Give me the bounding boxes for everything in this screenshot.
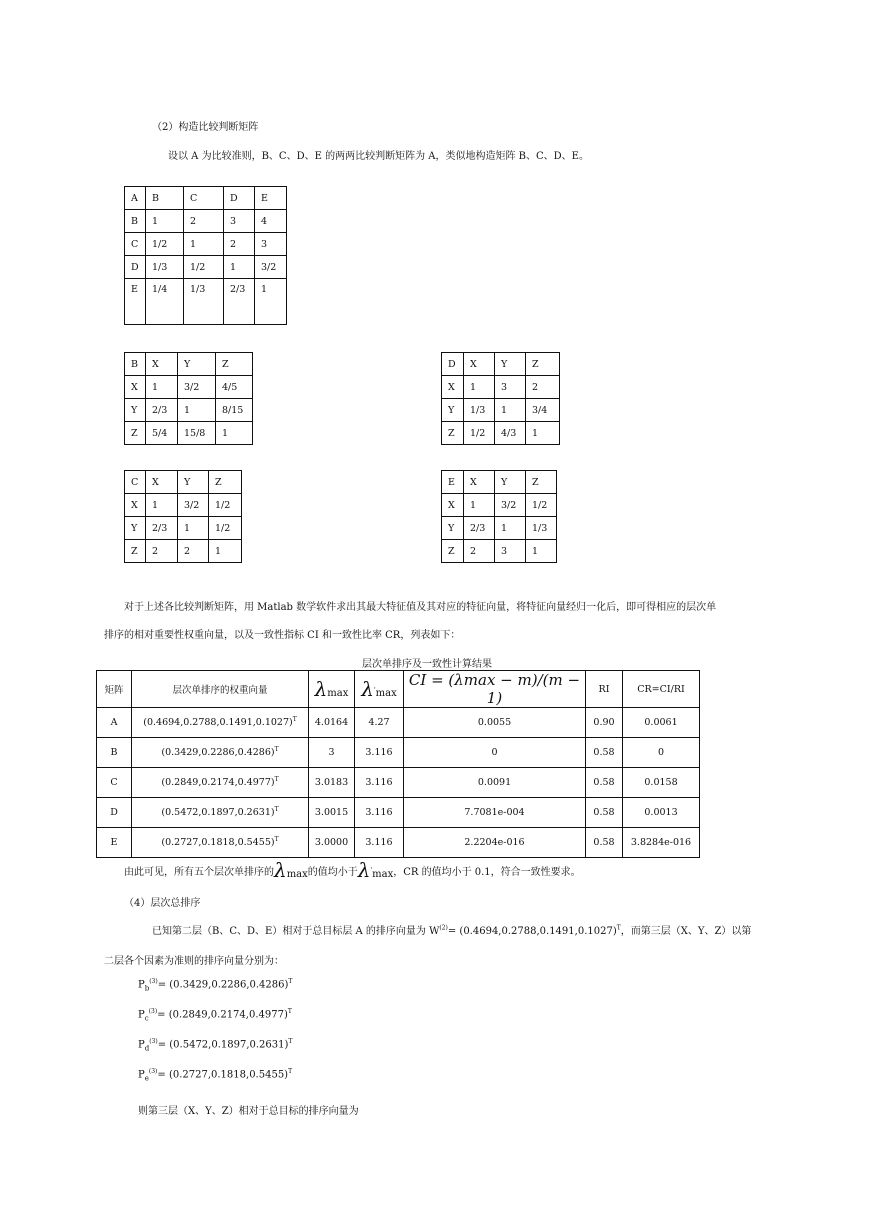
row-cr-value: 0.0061 [644, 717, 678, 728]
row-matrix-value: E [110, 837, 118, 848]
p-value: = (0.3429,0.2286,0.4286) [157, 979, 289, 991]
p-letter: P [138, 979, 145, 991]
row-lambda-max [309, 798, 355, 828]
p-subscript: d [144, 1044, 150, 1053]
w-superscript: (2) [439, 924, 448, 932]
matrix-cell: Y [495, 471, 526, 494]
matrix-b-row [125, 399, 253, 422]
row-matrix [97, 828, 132, 858]
matrix-cell: Z [209, 471, 242, 494]
row-cr [623, 768, 700, 798]
row-ri-value: 0.58 [593, 807, 615, 818]
matrix-cell: X [442, 494, 464, 517]
matrix-cell: 3 [495, 376, 526, 399]
row-lambda-max-value: 3.0183 [314, 777, 349, 788]
matrix-cell: Y [125, 517, 146, 540]
paragraph-1-line-1: 对于上述各比较判断矩阵，用 Matlab 数学软件求出其最大特征值及其对应的特征向量，将特征向量经归一化后，即可得相应的层次单 [124, 602, 717, 613]
row-ci-value: 0.0055 [477, 717, 512, 728]
row-cr-value: 0.0158 [644, 777, 678, 788]
header-cr: CR=CI/RI [623, 671, 700, 708]
row-lambda-prime [355, 708, 404, 738]
matrix-cell: 5/4 [146, 422, 178, 445]
row-lambda-prime-value: 3.116 [365, 807, 393, 818]
p-subscript: e [144, 1074, 149, 1083]
row-cr [623, 708, 700, 738]
header-lambda-max [309, 671, 355, 708]
row-ci [404, 738, 586, 768]
lambda-prime-symbol: λ [361, 677, 374, 701]
p-transpose: T [287, 1008, 292, 1015]
row-lambda-max [309, 738, 355, 768]
matrix-cell: 1 [178, 399, 216, 422]
matrix-cell: 1/2 [184, 256, 224, 279]
matrix-cell: 3/2 [178, 376, 216, 399]
matrix-cell: 1/3 [146, 256, 184, 279]
row-weights-value: (0.3429,0.2286,0.4286) [161, 747, 275, 759]
matrix-cell: 15/8 [178, 422, 216, 445]
matrix-a-row [125, 233, 287, 256]
matrix-cell: 1/2 [526, 494, 557, 517]
matrix-cell: 1/2 [464, 422, 495, 445]
transpose-mark: T [274, 776, 279, 784]
matrix-cell: 2 [178, 540, 209, 563]
matrix-cell: E [125, 279, 146, 325]
matrix-cell: 1 [495, 399, 526, 422]
row-matrix-value: C [110, 777, 118, 788]
row-lambda-prime-value: 3.116 [365, 837, 393, 848]
row-ci-value: 7.7081e-004 [464, 807, 525, 818]
p-superscript: (3) [148, 1068, 158, 1075]
row-lambda-prime [355, 798, 404, 828]
matrix-d-row [442, 353, 560, 376]
results-row [97, 738, 700, 768]
ci-formula: CI = (λmax − m)/(m − 1) [408, 671, 581, 707]
matrix-cell: X [125, 494, 146, 517]
results-table [96, 670, 700, 858]
matrix-cell: 3/2 [255, 256, 287, 279]
p-value: = (0.5472,0.1897,0.2631) [157, 1039, 289, 1051]
row-cr-value: 3.8284e-016 [630, 837, 692, 848]
row-weights [132, 768, 309, 798]
matrix-cell: 2/3 [146, 399, 178, 422]
matrix-cell: Z [442, 540, 464, 563]
matrix-cell: Z [125, 540, 146, 563]
matrix-cell: 1 [184, 233, 224, 256]
results-row [97, 828, 700, 858]
matrix-cell: 4 [255, 210, 287, 233]
p-letter: P [138, 1009, 145, 1021]
header-ci-formula [404, 671, 586, 708]
row-weights-value: (0.4694,0.2788,0.1491,0.1027) [143, 717, 293, 729]
matrix-e-row [442, 540, 557, 563]
matrix-b-row [125, 422, 253, 445]
p-vector-b [138, 978, 292, 992]
row-matrix [97, 768, 132, 798]
row-matrix [97, 708, 132, 738]
row-lambda-max-value: 3.0015 [314, 807, 349, 818]
intro-paragraph: 设以 A 为比较准则，B、C、D、E 的两两比较判断矩阵为 A，类似地构造矩阵 B、C、D、E。 [168, 151, 589, 162]
matrix-cell: 2/3 [224, 279, 255, 325]
matrix-c-row [125, 494, 242, 517]
matrix-d-row [442, 399, 560, 422]
matrix-c-row [125, 471, 242, 494]
matrix-cell: 1 [146, 210, 184, 233]
lambda-prime-mark: ' [373, 686, 376, 694]
matrix-cell: X [442, 376, 464, 399]
matrix-b-row [125, 353, 253, 376]
p-value: = (0.2727,0.1818,0.5455) [157, 1069, 289, 1081]
matrix-a-row [125, 187, 287, 210]
p-letter: P [138, 1069, 145, 1081]
p-vector-d [138, 1038, 292, 1052]
row-ri [586, 768, 623, 798]
w-transpose: T [616, 924, 621, 932]
row-cr-value: 0 [657, 747, 665, 758]
p-vector-e [138, 1068, 292, 1082]
row-ri-value: 0.90 [593, 717, 615, 728]
row-lambda-prime [355, 768, 404, 798]
matrix-cell: 1 [526, 540, 557, 563]
p-subscript: b [144, 984, 150, 993]
matrix-cell: C [184, 187, 224, 210]
matrix-cell: X [146, 353, 178, 376]
row-ci-value: 0.0091 [477, 777, 512, 788]
matrix-cell: C [125, 233, 146, 256]
matrix-cell: 3 [255, 233, 287, 256]
matrix-c-row [125, 540, 242, 563]
matrix-cell: Y [125, 399, 146, 422]
matrix-cell: Y [442, 517, 464, 540]
matrix-cell: Z [442, 422, 464, 445]
row-matrix-value: A [110, 717, 118, 728]
matrix-cell: E [442, 471, 464, 494]
row-weights [132, 798, 309, 828]
p-transpose: T [288, 978, 293, 985]
row-ri [586, 828, 623, 858]
conclusion-lambda-prime: λ [357, 858, 371, 882]
lambda-symbol: λ [314, 677, 328, 701]
row-weights-value: (0.2727,0.1818,0.5455) [161, 837, 275, 849]
p-superscript: (3) [149, 978, 158, 985]
final-line: 则第三层（X、Y、Z）相对于总目标的排序向量为 [138, 1106, 359, 1117]
matrix-cell: 1 [495, 517, 526, 540]
matrix-cell: X [464, 353, 495, 376]
matrix-b-row [125, 376, 253, 399]
section-heading-2: （2）构造比较判断矩阵 [152, 122, 259, 133]
row-ri-value: 0.58 [593, 837, 615, 848]
matrix-cell: 1/2 [209, 517, 242, 540]
conclusion-lambda-prime-sub: max [372, 868, 394, 880]
matrix-cell: Z [526, 353, 560, 376]
row-matrix-value: B [110, 747, 118, 758]
p-vector-c [138, 1008, 292, 1022]
matrix-cell: X [464, 471, 495, 494]
row-ri [586, 708, 623, 738]
matrix-cell: Z [125, 422, 146, 445]
transpose-mark: T [274, 836, 279, 844]
row-matrix-value: D [110, 807, 118, 818]
lambda-subscript: max [327, 688, 349, 699]
row-lambda-max-value: 3.0000 [314, 837, 349, 848]
matrix-cell: 1 [209, 540, 242, 563]
transpose-mark: T [274, 806, 279, 814]
matrix-cell: 3/2 [178, 494, 209, 517]
matrix-d-row [442, 376, 560, 399]
matrix-cell: 1 [464, 494, 495, 517]
row-weights [132, 828, 309, 858]
row-ri [586, 798, 623, 828]
conclusion-part-b: 的值均小于 [307, 866, 358, 878]
p-subscript: c [144, 1014, 149, 1023]
matrix-a-table [124, 186, 287, 325]
transpose-mark: T [292, 716, 297, 724]
para2-text-b: = (0.4694,0.2788,0.1491,0.1027) [447, 926, 617, 937]
paragraph-2-line-1 [152, 922, 751, 937]
matrix-cell: D [224, 187, 255, 210]
p-letter: P [138, 1039, 145, 1051]
matrix-cell: 1 [224, 256, 255, 279]
row-lambda-prime [355, 738, 404, 768]
matrix-cell: 2/3 [464, 517, 495, 540]
matrix-cell: 3 [495, 540, 526, 563]
matrix-cell: 1/2 [209, 494, 242, 517]
row-ci [404, 708, 586, 738]
matrix-cell: D [125, 256, 146, 279]
matrix-cell: 1 [464, 376, 495, 399]
row-cr [623, 798, 700, 828]
table-caption: 层次单排序及一致性计算结果 [362, 659, 492, 670]
row-lambda-max [309, 768, 355, 798]
row-ci [404, 828, 586, 858]
matrix-cell: B [146, 187, 184, 210]
matrix-d-row [442, 422, 560, 445]
matrix-cell: Y [178, 471, 209, 494]
conclusion-lambda-sub: max [286, 868, 308, 880]
conclusion-prime-mark: ' [370, 866, 373, 874]
matrix-cell: Z [526, 471, 557, 494]
matrix-cell: 1/3 [464, 399, 495, 422]
results-row [97, 708, 700, 738]
matrix-b-table [124, 352, 253, 445]
matrix-cell: 1 [146, 376, 178, 399]
matrix-e-row [442, 494, 557, 517]
matrix-a-row [125, 256, 287, 279]
para2-text-a: 已知第二层（B、C、D、E）相对于总目标层 A 的排序向量为 W [152, 926, 440, 937]
p-superscript: (3) [149, 1038, 158, 1045]
matrix-cell: B [125, 353, 146, 376]
header-ri: RI [586, 671, 623, 708]
row-lambda-max-value: 4.0164 [314, 717, 349, 728]
matrix-cell: 3/4 [526, 399, 560, 422]
lambda-prime-subscript: max [375, 688, 397, 699]
matrix-e-row [442, 471, 557, 494]
section-heading-4: （4）层次总排序 [124, 898, 201, 909]
row-weights-value: (0.5472,0.1897,0.2631) [161, 807, 275, 819]
matrix-cell: 2 [464, 540, 495, 563]
matrix-cell: 1/3 [526, 517, 557, 540]
row-ri [586, 738, 623, 768]
conclusion-part-a: 由此可见，所有五个层次单排序的 [124, 866, 274, 878]
row-lambda-max [309, 708, 355, 738]
row-lambda-max-value: 3 [328, 747, 335, 758]
matrix-c-row [125, 517, 242, 540]
row-ci-value: 2.2204e-016 [464, 837, 525, 848]
row-matrix [97, 738, 132, 768]
matrix-d-table [441, 352, 560, 445]
matrix-cell: Y [178, 353, 216, 376]
transpose-mark: T [274, 746, 279, 754]
paragraph-2-line-2: 二层各个因素为准则的排序向量分别为： [104, 956, 284, 967]
matrix-cell: 2 [224, 233, 255, 256]
row-lambda-max [309, 828, 355, 858]
conclusion-part-c: ，CR 的值均小于 0.1，符合一致性要求。 [393, 866, 581, 878]
matrix-cell: 1 [526, 422, 560, 445]
matrix-cell: 1/2 [146, 233, 184, 256]
row-lambda-prime-value: 3.116 [365, 777, 393, 788]
row-cr-value: 0.0013 [644, 807, 678, 818]
conclusion-lambda: λ [274, 858, 287, 882]
results-header-row [97, 671, 700, 708]
matrix-a-row [125, 279, 287, 325]
matrix-cell: 1/4 [146, 279, 184, 325]
row-weights [132, 708, 309, 738]
matrix-cell: 2 [146, 540, 178, 563]
matrix-cell: Y [442, 399, 464, 422]
matrix-cell: 1 [255, 279, 287, 325]
matrix-cell: 3 [224, 210, 255, 233]
conclusion-line [124, 858, 581, 882]
matrix-cell: 4/3 [495, 422, 526, 445]
matrix-cell: X [146, 471, 178, 494]
row-ci [404, 798, 586, 828]
paragraph-1-line-2: 排序的相对重要性权重向量，以及一致性指标 CI 和一致性比率 CR，列表如下： [104, 630, 461, 641]
matrix-cell: B [125, 210, 146, 233]
matrix-cell: 1 [216, 422, 253, 445]
matrix-cell: 3/2 [495, 494, 526, 517]
matrix-c-table [124, 470, 242, 563]
row-cr [623, 828, 700, 858]
matrix-a-row [125, 210, 287, 233]
matrix-cell: 1 [146, 494, 178, 517]
matrix-cell: X [125, 376, 146, 399]
row-ri-value: 0.58 [593, 777, 615, 788]
results-row [97, 798, 700, 828]
row-ci-value: 0 [491, 747, 498, 758]
p-transpose: T [288, 1068, 293, 1075]
row-lambda-prime [355, 828, 404, 858]
matrix-cell: 2/3 [146, 517, 178, 540]
matrix-e-table [441, 470, 557, 563]
row-weights-value: (0.2849,0.2174,0.4977) [161, 777, 275, 789]
row-ci [404, 768, 586, 798]
matrix-cell: 1 [178, 517, 209, 540]
matrix-cell: 2 [184, 210, 224, 233]
para2-text-c: ，而第三层（X、Y、Z）以第 [620, 926, 752, 937]
row-lambda-prime-value: 4.27 [368, 717, 390, 728]
p-transpose: T [288, 1038, 293, 1045]
row-ri-value: 0.58 [593, 747, 615, 758]
row-weights [132, 738, 309, 768]
matrix-e-row [442, 517, 557, 540]
matrix-cell: 4/5 [216, 376, 253, 399]
header-weights: 层次单排序的权重向量 [132, 671, 309, 708]
matrix-cell: 8/15 [216, 399, 253, 422]
matrix-cell: A [125, 187, 146, 210]
row-matrix [97, 798, 132, 828]
row-lambda-prime-value: 3.116 [365, 747, 393, 758]
p-value: = (0.2849,0.2174,0.4977) [157, 1009, 288, 1021]
matrix-cell: Z [216, 353, 253, 376]
p-superscript: (3) [148, 1008, 158, 1015]
matrix-cell: 1/3 [184, 279, 224, 325]
matrix-cell: D [442, 353, 464, 376]
results-row [97, 768, 700, 798]
matrix-cell: E [255, 187, 287, 210]
matrix-cell: 2 [526, 376, 560, 399]
row-cr [623, 738, 700, 768]
matrix-cell: C [125, 471, 146, 494]
header-matrix: 矩阵 [97, 671, 132, 708]
matrix-cell: Y [495, 353, 526, 376]
header-lambda-prime [355, 671, 404, 708]
